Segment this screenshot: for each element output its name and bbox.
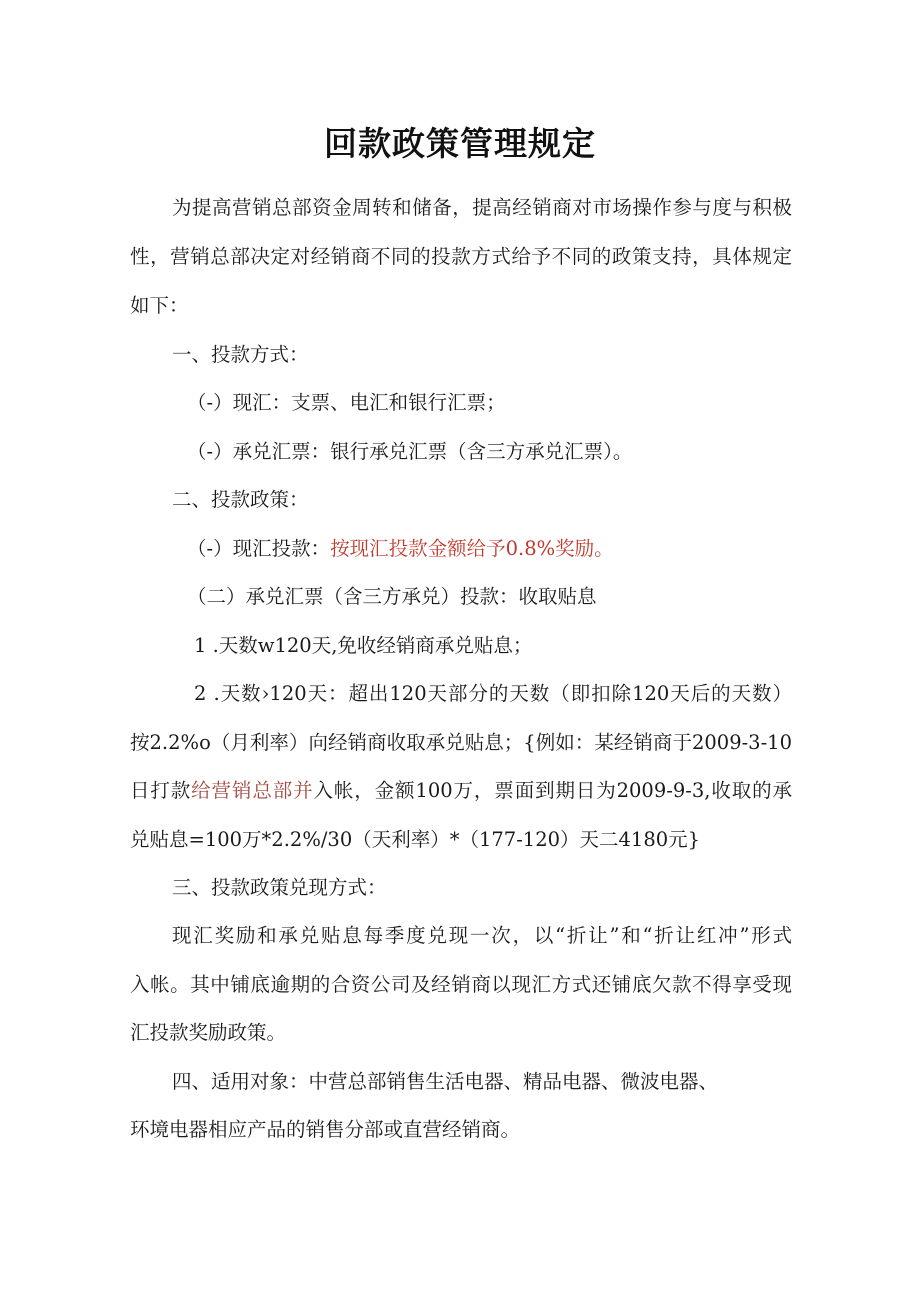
section-3-line-1: 现汇奖励和承兑贴息每季度兑现一次，以“折让”和“折让红冲”形式 <box>172 924 792 947</box>
intro-line-1: 为提高营销总部资金周转和储备，提高经销商对市场操作参与度与积极 <box>172 196 792 219</box>
section-3-line-3: 汇投款奖励政策。 <box>130 1021 287 1044</box>
intro-line-2: 性，营销总部决定对经销商不同的投款方式给予不同的政策支持，具体规定 <box>130 245 792 268</box>
section-2-item-1 <box>187 535 614 563</box>
section-3-heading: 三、投款政策兑现方式： <box>172 876 387 899</box>
section-2-point-2-line-3 <box>130 777 792 805</box>
sales-hq-highlight: 给营销总部并 <box>191 779 314 802</box>
section-1-item-2: （-）承兑汇票：银行承兑汇票（含三方承兑汇票）。 <box>187 440 633 463</box>
page-title: 回款政策管理规定 <box>324 124 596 163</box>
section-1-item-1: （-）现汇：支票、电汇和银行汇票； <box>187 391 506 414</box>
section-2-point-2-line-2: 按2.2%o（月利率）向经销商收取承兑贴息；{例如：某经销商于2009-3-10 <box>130 731 792 754</box>
section-4-line-2: 环境电器相应产品的销售分部或直营经销商。 <box>130 1118 521 1141</box>
section-3-line-2: 入帐。其中铺底逾期的合资公司及经销商以现汇方式还铺底欠款不得享受现 <box>130 973 792 996</box>
intro-line-3: 如下： <box>130 294 189 317</box>
point-2-line-3-prefix: 日打款 <box>130 779 192 802</box>
section-2-item-1-prefix: （-）现汇投款： <box>187 537 331 560</box>
reward-highlight: 按现汇投款金额给予0.8%奖励。 <box>330 537 614 560</box>
section-2-point-1: 1 .天数w120天,免收经销商承兑贴息； <box>194 634 533 657</box>
section-2-item-2: （二）承兑汇票（含三方承兑）投款：收取贴息 <box>187 585 597 608</box>
section-2-point-2-line-4: 兑贴息=100万*2.2%/30（天利率）*（177-120）天二4180元} <box>130 828 701 851</box>
section-1-heading: 一、投款方式： <box>172 343 309 366</box>
point-2-line-3-suffix: 入帐，金额100万，票面到期日为2009-9-3,收取的承 <box>313 779 792 802</box>
section-2-heading: 二、投款政策： <box>172 488 309 511</box>
section-2-point-2-line-1: 2 .天数›120天：超出120天部分的天数（即扣除120天后的天数） <box>194 682 792 705</box>
section-4-line-1: 四、适用对象：中营总部销售生活电器、精品电器、微波电器、 <box>172 1070 719 1093</box>
